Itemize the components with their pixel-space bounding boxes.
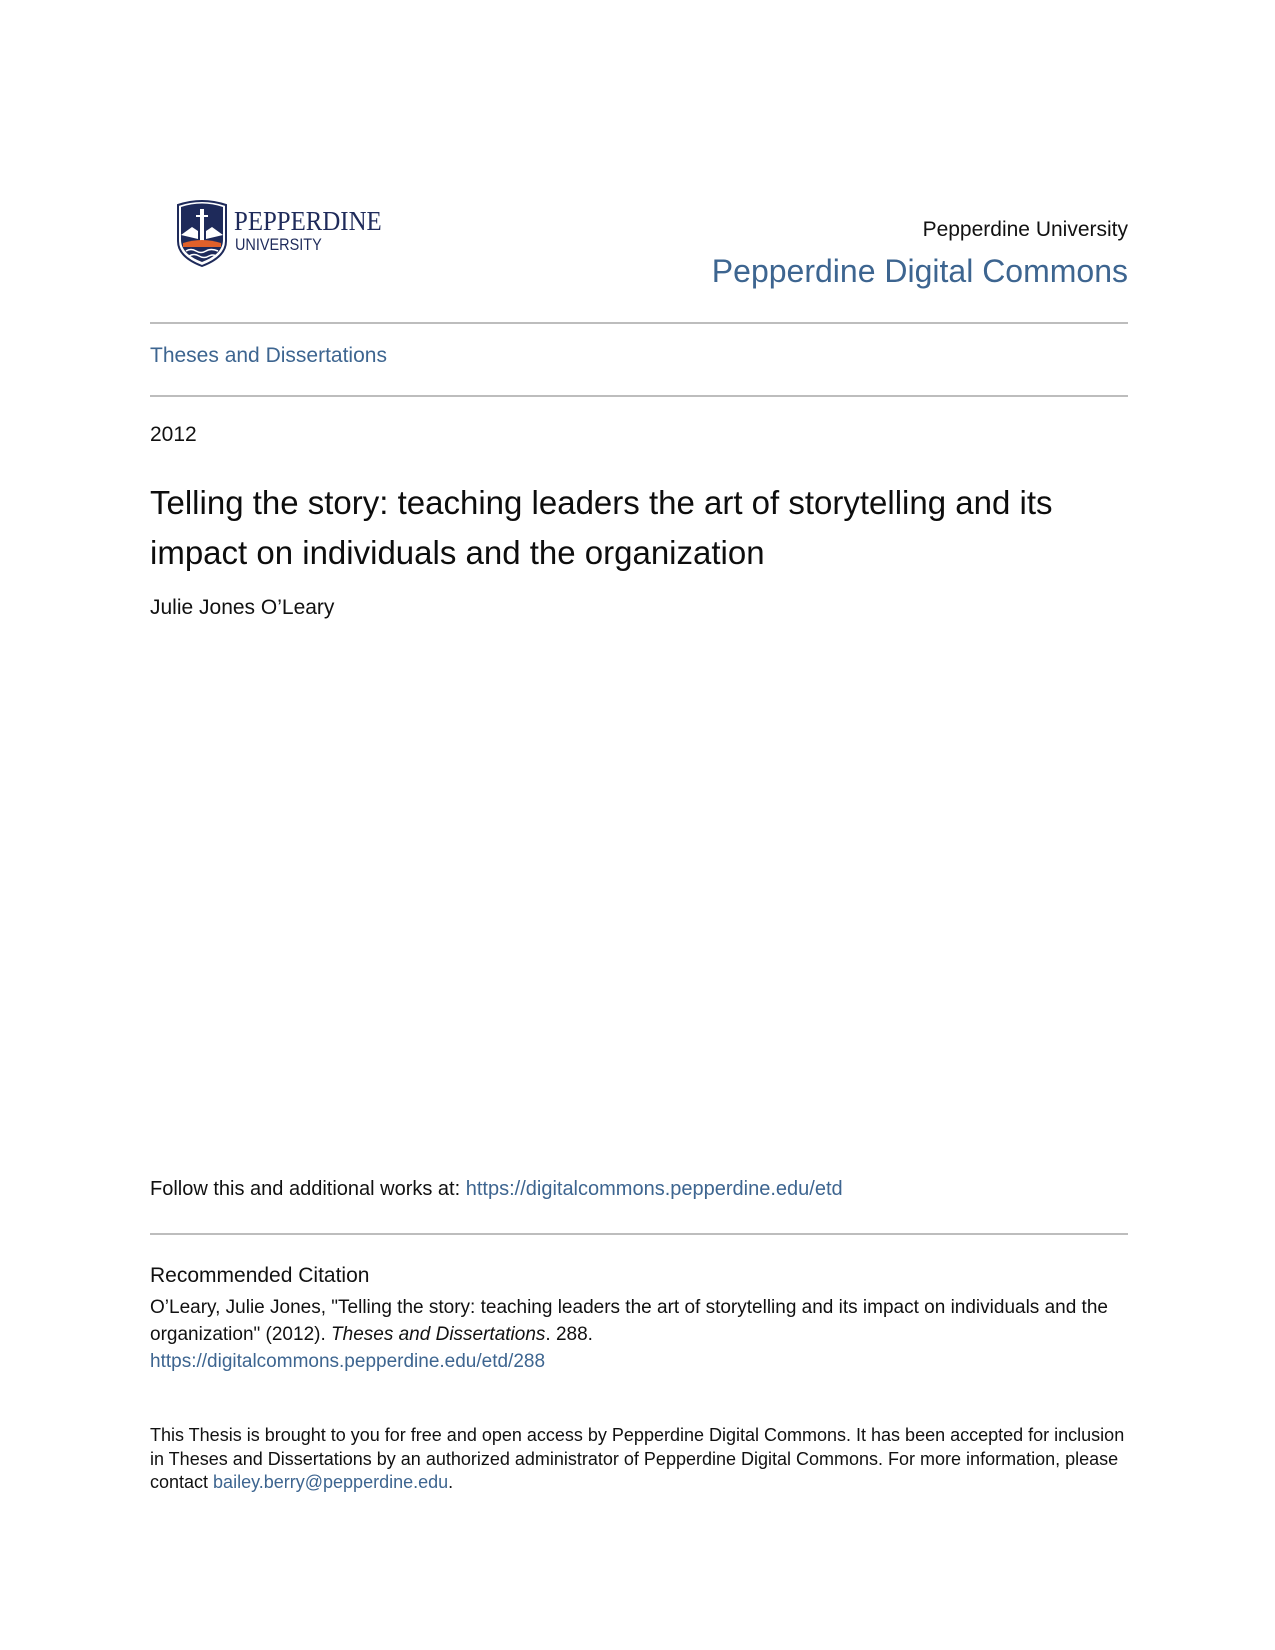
citation-series: Theses and Dissertations: [331, 1324, 546, 1345]
citation-heading: Recommended Citation: [150, 1264, 370, 1287]
pepperdine-shield-icon: [174, 199, 230, 267]
citation-number: . 288.: [545, 1324, 593, 1345]
follow-url-link[interactable]: https://digitalcommons.pepperdine.edu/etd: [465, 1178, 843, 1200]
institution-name: Pepperdine University: [922, 218, 1128, 241]
follow-label: Follow this and additional works at:: [150, 1178, 466, 1200]
document-title: Telling the story: teaching leaders the art of storytelling and its impact on individuals and the organization: [150, 484, 1053, 571]
disclaimer-text: This Thesis is brought to you for free and open access by Pepperdine Digital Commons. It has been accepted for inclusion in Theses and Dissertations by an authorized administrator of Pepperdine Digital Commons. For more information, please contact: [150, 1425, 1125, 1492]
citation-body: O’Leary, Julie Jones, "Telling the story: teaching leaders the art of storytelling and its impact on individuals and the organization" (2012).: [150, 1297, 1108, 1345]
logo-wordmark: PEPPERDINE: [234, 206, 382, 236]
repository-link[interactable]: Pepperdine Digital Commons: [711, 253, 1128, 289]
divider: [150, 1233, 1128, 1235]
publication-year: 2012: [150, 423, 197, 446]
citation-text: [150, 1294, 1130, 1375]
divider: [150, 395, 1128, 397]
contact-email-link[interactable]: bailey.berry@pepperdine.edu: [213, 1472, 449, 1492]
follow-line: [150, 1178, 843, 1201]
series-link[interactable]: Theses and Dissertations: [150, 344, 387, 367]
citation-url-link[interactable]: https://digitalcommons.pepperdine.edu/etd/288: [150, 1351, 546, 1372]
divider: [150, 322, 1128, 324]
author-name: Julie Jones O’Leary: [150, 596, 335, 619]
access-disclaimer: [150, 1424, 1130, 1495]
pepperdine-logo: [174, 199, 414, 267]
disclaimer-end: .: [448, 1472, 454, 1492]
logo-subtitle: UNIVERSITY: [235, 235, 322, 254]
